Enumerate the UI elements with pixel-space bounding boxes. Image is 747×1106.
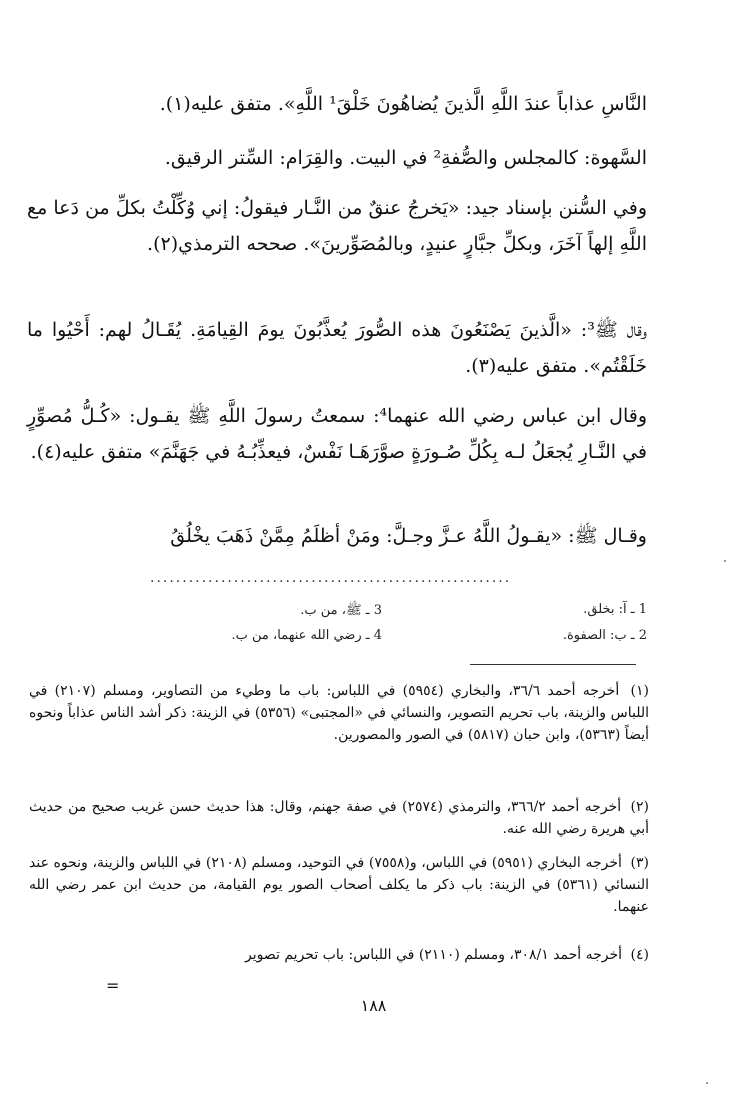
footnote-number: (٢) [630,799,649,815]
footnote-number: (٣) [630,855,649,871]
separator-dots: ........................................................ [150,570,512,586]
main-paragraph-6: وقـال ﷺ: «يقـولُ اللَّهُ عـزَّ وجـلَّ: ومَنْ أظلَمُ مِمَّنْ ذَهَبَ يخْلُقُ [170,525,647,547]
footnote-text: أخرجه أحمد ٣٦٦/٢، والترمذي (٢٥٧٤) في صفة جهنم، وقال: هذا حديث حسن غريب صحيح من حديث أبي هريرة رضي الله عنه. [29,799,649,837]
footnote-text: أخرجه أحمد ٣٦/٦، والبخاري (٥٩٥٤) في اللباس: باب ما وطيء من التصاوير، ومسلم (٢١٠٧) في اللباس والزينة، باب تحريم التصوير، والنسائي في «المجتبى» (٥٣٥٦) في الزينة: ذكر أشد الناس عذاباً ونحوه أيضاً (٥٣٦٣)، وابن حبان (٥٨١٧) في الصور والمصورين. [29,683,650,743]
footnote-2 [29,796,649,840]
variant-note-1: 1 ـ آ: بخلق. [583,602,647,617]
main-paragraph-3: وفي السُّنن بإسناد جيد: «يَخرجُ عنقٌ من النَّـار فيقولُ: إني وُكِّلْتُ بكلِّ من دَعا مع اللَّهِ إلهاً آخَرَ، وبكلِّ جبَّارٍ عنيدٍ، وبالمُصَوِّرينَ». صححه الترمذي(٢). [27,197,647,255]
scan-speck [724,560,726,562]
footnote-text: أخرجه البخاري (٥٩٥١) في اللباس، و(٧٥٥٨) في التوحيد، ومسلم (٢١٠٨) في اللباس والزينة، ونحوه عند النسائي (٥٣٦١) في الزينة: باب ذكر ما يكلف أصحاب الصور يوم القيامة، من حديث ابن عمر رضي الله عنهما. [29,855,649,915]
footnote-number: (١) [630,683,649,699]
footnote-text: أخرجه أحمد ٣٠٨/١، ومسلم (٢١١٠) في اللباس: باب تحريم تصوير [245,947,623,963]
main-paragraph-1: النَّاسِ عذاباً عندَ اللَّهِ الَّذينَ يُضاهُونَ خَلْقَ¹ اللَّهِ». متفق عليه(١). [159,93,647,115]
footnote-3 [29,852,649,918]
main-paragraph-5: وقال ابن عباس رضي الله عنهما⁴: سمعتُ رسولَ اللَّهِ ﷺ يقـول: «كُـلُّ مُصوِّرٍ في النَّـارِ يُجعَلُ لـه بِكُلِّ صُـورَةٍ صوَّرَهَـا نَفْسٌ، فيعذِّبُـهُ في جَهَنَّمَ» متفق عليه(٤). [27,405,647,463]
main-paragraph-2: السَّهوة: كالمجلس والصُّفةِ² في البيت. والقِرَام: السِّتر الرقيق. [164,147,647,169]
variant-note-3: 3 ـ ﷺ، من ب. [300,603,382,618]
footnote-number: (٤) [630,947,649,963]
variant-note-2: 2 ـ ب: الصفوة. [562,628,647,643]
variant-note-4: 4 ـ رضي الله عنهما، من ب. [231,628,382,643]
page-number: ١٨٨ [360,996,387,1015]
footnote-4 [29,944,649,966]
scan-speck [706,1082,708,1084]
footnote-1 [29,680,649,746]
footnote-rule [470,664,636,665]
continuation-mark: = [106,976,120,995]
main-paragraph-4: وقال ﷺ³: «الَّذينَ يَصْنَعُونَ هذه الصُّورَ يُعذَّبُونَ يومَ القِيامَةِ. يُقَـالُ لهم: أَحْيُوا ما خَلَقْتُم». متفق عليه(٣). [27,319,647,377]
